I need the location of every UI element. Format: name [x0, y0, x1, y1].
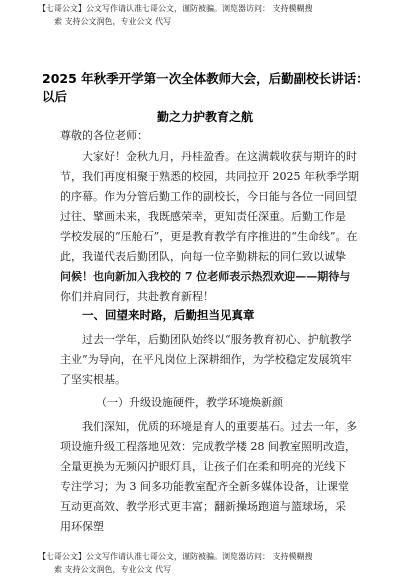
document-subtitle: 勤之力护教育之航	[156, 110, 253, 124]
paragraph-line: 项设施升级工程落地见效：完成教学楼 28 间教室照明改造，	[60, 440, 356, 453]
paragraph-line: 过往、擘画未来，我既感荣幸，更知责任深重。后勤工作是	[60, 210, 346, 223]
paragraph-line: 节，我们再度相聚于熟悉的校园，共同拉开 2025 年秋季学期	[60, 170, 359, 183]
paragraph-line: 此，我谨代表后勤团队，向每一位辛勤耕耘的同仁致以诚挚	[60, 250, 346, 263]
paragraph-line: 问候！也向新加入我校的 7 位老师表示热烈欢迎——期待与	[60, 270, 351, 283]
paragraph-line: 主业”为导向，在平凡岗位上深耕细作，为学校稳定发展筑牢	[60, 353, 352, 366]
banner-line: 索 支持公文润色，专业公文 代写	[54, 565, 172, 574]
subsection-heading: （一）升级设施硬件，教学环境焕新颜	[96, 396, 283, 409]
document-title: 2025 年秋季开学第一次全体教师大会，后勤副校长讲话：以后	[42, 71, 369, 104]
paragraph-line: 专注学习；为 3 间多功能教室配齐全新多媒体设备，让课堂	[60, 480, 349, 493]
watermark-banner-top	[38, 2, 378, 28]
paragraph-line: 的序幕。作为分管后勤工作的副校长，今日能与各位一同回望	[60, 190, 357, 203]
banner-line: 索 支持公文润色，专业公文 代写	[54, 17, 172, 26]
paragraph-line: 全量更换为无频闪护眼灯具，让孩子们在柔和明亮的光线下	[60, 460, 346, 473]
paragraph-line: 过去一学年，后勤团队始终以“服务教育初心、护航教学	[82, 333, 352, 346]
paragraph-line: 学校发展的“压舱石”，更是教育教学有序推进的“生命线”。在	[60, 230, 358, 243]
paragraph-line: 用环保塑	[60, 520, 104, 533]
paragraph-line: 我们深知，优质的环境是育人的重要基石。过去一年，多	[82, 420, 357, 433]
banner-line: 【七哥公文】公文写作请认准七哥公文，谨防被骗。浏览器访问： 支持模糊搜	[38, 552, 313, 561]
watermark-banner-bottom	[38, 550, 378, 576]
section-heading: 一、回望来时路，后勤担当见真章	[82, 308, 255, 322]
paragraph-line: 了坚实根基。	[60, 373, 126, 386]
paragraph-line: 你们并肩同行，共赴教育新程！	[60, 290, 214, 303]
paragraph-line: 互动更高效、教学形式更丰富；翻新操场跑道与篮球场，采	[60, 500, 346, 513]
paragraph-line: 大家好！金秋九月，丹桂盈香。在这满载收获与期许的时	[82, 150, 357, 163]
salutation: 尊敬的各位老师：	[60, 129, 148, 142]
banner-line: 【七哥公文】公文写作请认准七哥公文，谨防被骗。浏览器访问： 支持模糊搜	[38, 4, 313, 13]
